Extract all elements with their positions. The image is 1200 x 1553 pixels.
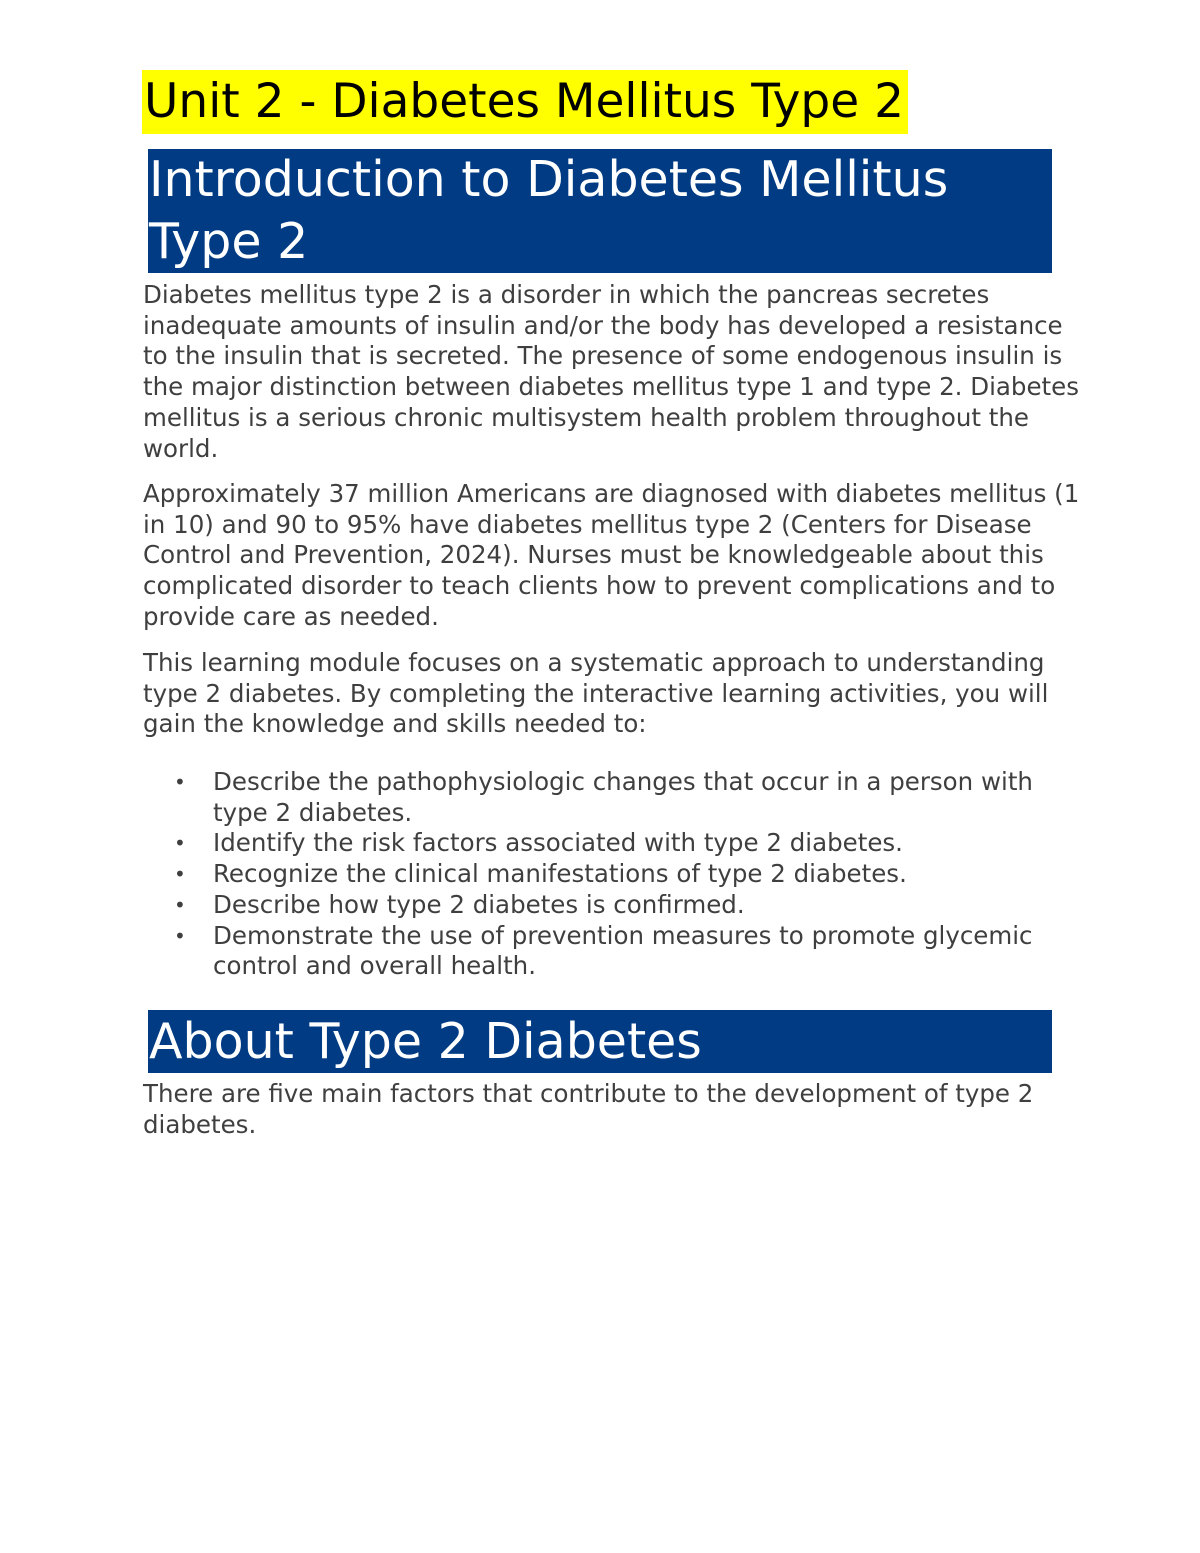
- about-paragraph: There are five main factors that contribute to the development of type 2 diabetes.: [143, 1079, 1034, 1139]
- list-item: [143, 767, 1063, 828]
- objective-text: Identify the risk factors associated with type 2 diabetes.: [213, 828, 903, 858]
- intro-paragraph-module-focus: This learning module focuses on a systematic approach to understanding type 2 diabetes. By completing the interactive learning activities, you will gain the knowledge and skills needed to:: [143, 648, 1049, 739]
- section-heading-line: Type 2: [149, 213, 309, 270]
- bullet-icon: •: [174, 923, 186, 948]
- section-heading-introduction: [148, 149, 1052, 273]
- list-item: [143, 859, 1063, 890]
- intro-paragraph-statistics: Approximately 37 million Americans are diagnosed with diabetes mellitus (1 in 10) and 90 to 95% have diabetes mellitus type 2 (Centers for Disease Control and Prevention, 2024). Nurses must be knowledgeable about this complicated disorder to teach clients how to prevent complications and to provide care as needed.: [143, 479, 1080, 631]
- intro-paragraph-definition: Diabetes mellitus type 2 is a disorder in which the pancreas secretes inadequate amounts of insulin and/or the body has developed a resistance to the insulin that is secreted. The presence of some endogenous insulin is the major distinction between diabetes mellitus type 1 and type 2. Diabetes mellitus is a serious chronic multisystem health problem throughout the world.: [143, 280, 1080, 463]
- document-title: Unit 2 - Diabetes Mellitus Type 2: [142, 70, 908, 134]
- list-item: [143, 828, 1063, 859]
- bullet-icon: •: [174, 892, 186, 917]
- bullet-icon: •: [174, 770, 186, 794]
- objective-text: Recognize the clinical manifestations of type 2 diabetes.: [213, 859, 907, 889]
- objective-text: Demonstrate the use of prevention measures to promote glycemic control and overall health.: [213, 920, 1033, 981]
- section-heading-line: Introduction to Diabetes Mellitus: [149, 151, 949, 208]
- section-heading-about: About Type 2 Diabetes: [148, 1010, 1052, 1073]
- objective-text: Describe how type 2 diabetes is confirmed.: [213, 889, 745, 919]
- objective-text: Describe the pathophysiologic changes that occur in a person with type 2 diabetes.: [213, 767, 1033, 827]
- bullet-icon: •: [174, 862, 186, 887]
- learning-objectives-list: [143, 767, 1063, 982]
- bullet-icon: •: [174, 831, 186, 856]
- list-item: [143, 921, 1063, 982]
- list-item: [143, 890, 1063, 921]
